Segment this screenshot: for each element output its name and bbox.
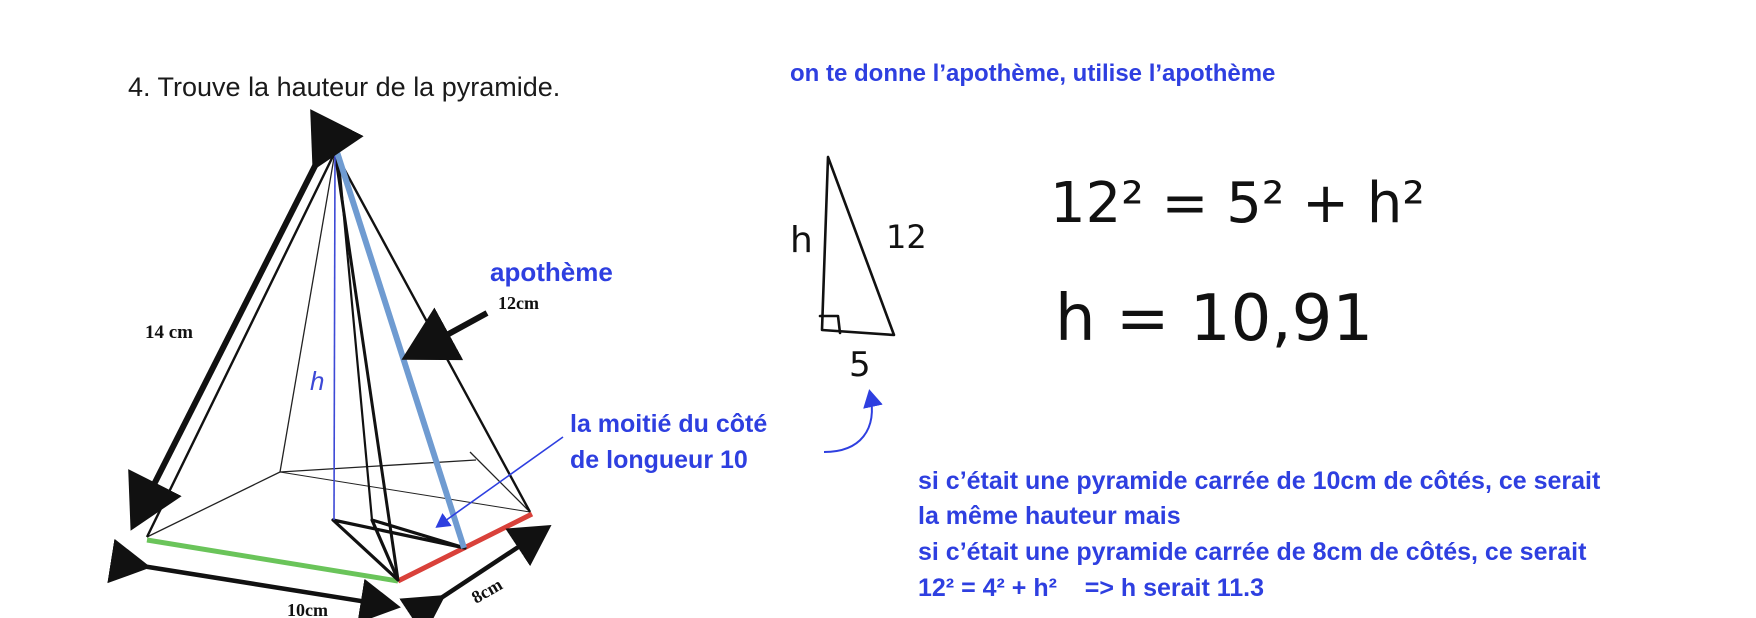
half-side-pointer-arrow [438,437,563,526]
sketch-triangle [790,157,927,452]
sketch-side-h: h [790,220,813,261]
base-side-label: 8cm [468,574,506,608]
height-label: h [310,366,325,396]
half-side-note-line1: la moitié du côté [570,410,768,438]
hint-top: on te donne l’apothème, utilise l’apothème [790,60,1276,87]
sketch-side-hyp: 12 [886,218,927,256]
lateral-edge-left [147,152,335,537]
inner-right-triangle [333,520,465,580]
half-side-note-line2: de longueur 10 [570,446,748,474]
base-front-label: 10cm [287,600,328,618]
height-line [334,152,335,520]
question-title: 4. Trouve la hauteur de la pyramide. [128,72,561,102]
note-line2: la même hauteur mais [918,502,1181,530]
sketch-right-triangle [822,157,894,335]
edge-length-label: 14 cm [145,322,194,343]
back-lateral-edge [280,152,335,472]
sketch-curve-arrow [824,393,872,452]
note-line3: si c’était une pyramide carrée de 8cm de côtés, ce serait [918,538,1587,566]
apothem-label: apothème [490,257,613,287]
pyramid-diagram [136,152,767,618]
apothem-pointer-arrow [412,313,487,354]
note-line1: si c’était une pyramide carrée de 10cm de côtés, ce serait [918,467,1601,495]
apothem-value: 12cm [498,293,539,313]
work-line1: 12² = 5² + h² [1050,171,1425,236]
sketch-side-base: 5 [849,345,871,385]
back-left-edge [147,472,280,537]
note-line4: 12² = 4² + h² => h serait 11.3 [918,574,1265,602]
back-edge [280,460,476,472]
back-right-edge [280,472,530,512]
work-line2: h = 10,91 [1055,282,1374,356]
